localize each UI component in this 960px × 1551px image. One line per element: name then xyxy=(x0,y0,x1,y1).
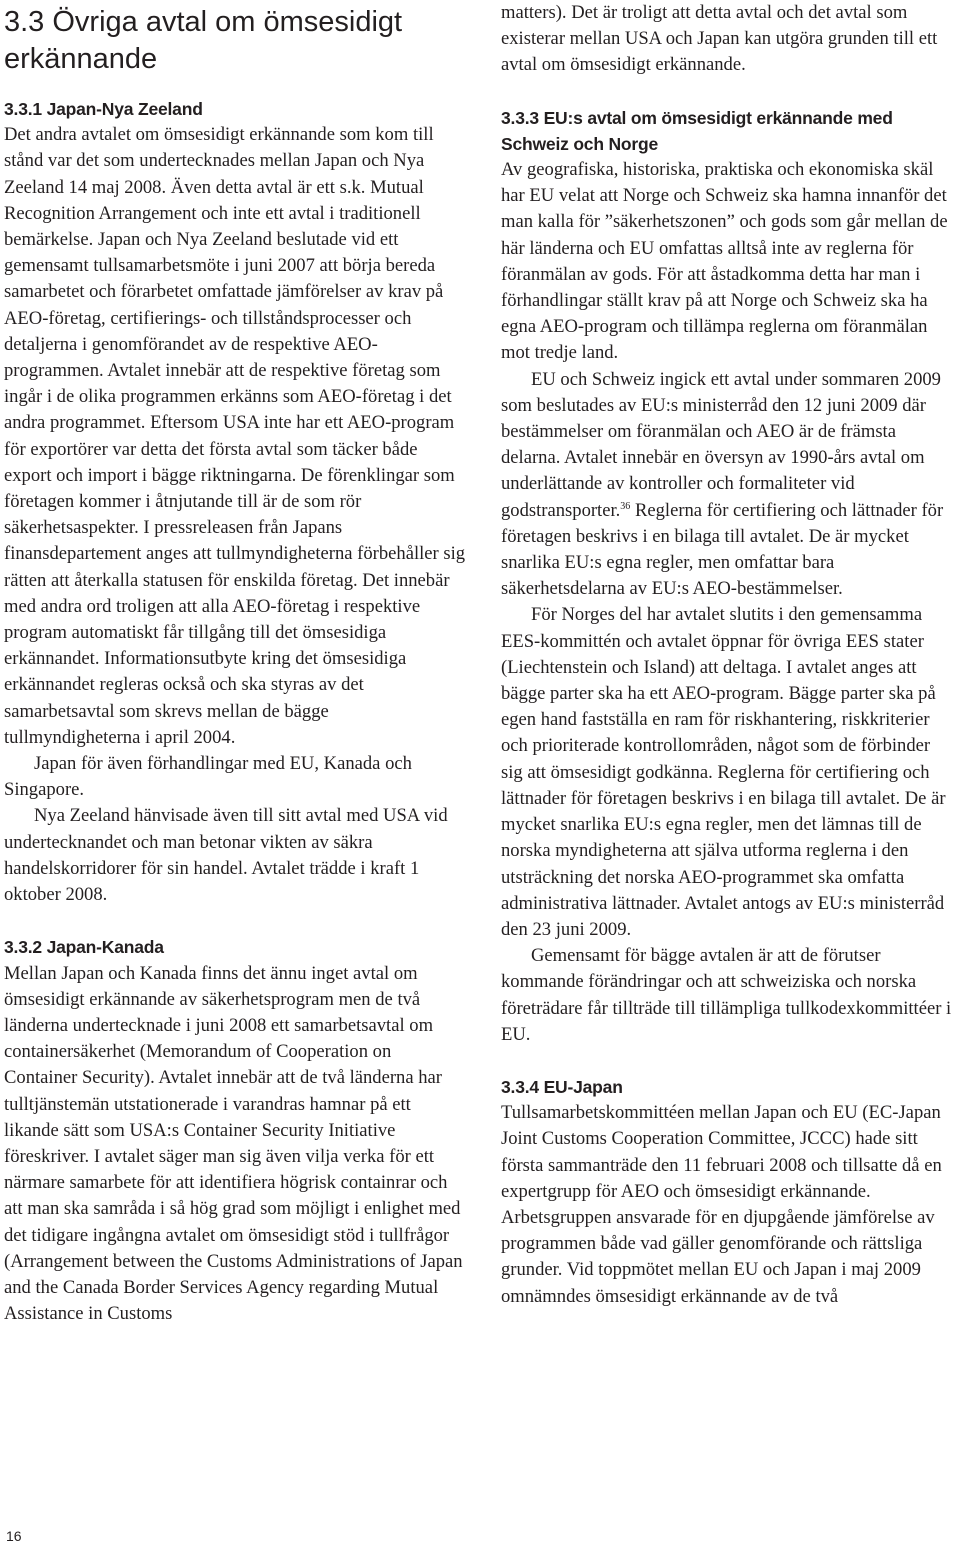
left-column xyxy=(4,0,466,1327)
paragraph: Nya Zeeland hänvisade även till sitt avtal med USA vid undertecknandet och man betonar vikten av säkra handelskorridorer för sin handel. Avtalet trädde i kraft 1 oktober 2008. xyxy=(4,805,448,906)
paragraph: Det andra avtalet om ömsesidigt erkännande som kom till stånd var det som undertecknades mellan Japan och Nya Zeeland 14 maj 2008. Även detta avtal är ett s.k. Mutual Recognition Arrangement och inte ett avtal i traditionell bemärkelse. Japan och Nya Zeeland beslutade vid ett gemensamt tullsamarbetsmöte i juni 2007 att börja bereda samarbetet och förarbetet omfattade jämförelser av krav på AEO-företag, certifierings- och tillståndsprocesser och detaljerna i genomförandet av de respektive AEO-programmen. Avtalet innebär att de respektive företag som ingår i de olika programmen erkänns som AEO-företag i det andra programmet. Eftersom USA inte har ett AEO-program för exportörer var detta det första avtal som täcker både export och import i bägge riktningarna. De förenklingar som företagen kommer i åtnjutande till är de som rör säkerhetsaspekter. I pressreleasen från Japans finansdepartement anges att tullmyndigheterna förbehåller sig rätten att återkalla statusen för enskilda företag. Det innebär med andra ord troligen att alla AEO-företag i respektive program automatiskt får tillgång till det ömsesidiga erkännandet. Informationsutbyte kring det ömsesidiga erkännandet regleras också och ska styras av det samarbetsavtal som skrevs mellan de bägge tullmyndigheterna i april 2004. xyxy=(4,124,466,748)
right-column xyxy=(501,0,956,1310)
footnote-reference: 36 xyxy=(620,500,631,512)
subsection-heading-japan-nz: 3.3.1 Japan-Nya Zeeland xyxy=(4,99,203,119)
paragraph: Tullsamarbetskommittéen mellan Japan och EU (EC-Japan Joint Customs Cooperation Committee, JCCC) hade sitt första sammanträde den 11 februari 2008 och tillsatte då en expertgrupp för AEO och ömsesidigt erkännande. Arbetsgruppen ansvarade för en djupgående jämförelse av programmen både vad gäller genomförande och rättsliga grunder. Vid toppmötet mellan EU och Japan i maj 2009 omnämndes ömsesidigt erkännande av de två xyxy=(501,1102,942,1307)
paragraph: matters). Det är troligt att detta avtal och det avtal som existerar mellan USA och Japan kan utgöra grunden till ett avtal om ömsesidigt erkännande. xyxy=(501,2,938,76)
paragraph-text: Reglerna för certifiering och lättnader för företagen beskrivs i en bilaga till avtalet. De är mycket snarlika EU:s egna regler, men omfattar bara säkerhetsdelarna av EU:s AEO-bestämmelser. xyxy=(501,499,944,600)
paragraph: Av geografiska, historiska, praktiska och ekonomiska skäl har EU velat att Norge och Schweiz ska hamna innanför det man kalla för ”säkerhetszonen” och gods som går mellan de här länderna och EU omfattas alltså inte av reglerna för föranmälan av gods. För att åstadkomma detta har man i förhandlingar ställt krav på att Norge och Schweiz ska ha egna AEO-program och tillämpa reglerna om föranmälan mot tredje land. xyxy=(501,159,948,364)
page-number: 16 xyxy=(6,1528,22,1544)
paragraph-text: EU och Schweiz ingick ett avtal under sommaren 2009 som beslutades av EU:s ministerråd den 12 juni 2009 där bestämmelser om föranmälan och AEO är de främsta delarna. Avtalet innebär en översyn av 1990-års avtal om underlättande av kontroller och formaliteter vid godstransporter. xyxy=(501,368,941,521)
section-title: 3.3 Övriga avtal om ömsesidigt erkännande xyxy=(4,6,403,75)
paragraph xyxy=(501,367,956,603)
subsection-heading-eu-japan: 3.3.4 EU-Japan xyxy=(501,1076,623,1097)
subsection-heading-japan-kanada: 3.3.2 Japan-Kanada xyxy=(4,937,164,958)
paragraph: För Norges del har avtalet slutits i den gemensamma EES-kommittén och avtalet öppnar för övriga EES stater (Liechtenstein och Island) att deltaga. I avtalet anges att bägge parter ska ha ett AEO-program. Bägge parter ska på egen hand fastställa en ram för riskhantering, riskkriterier och prioriterade kontrollområden, något som de förbinder sig att ömsesidigt godkänna. Reglerna för certifiering och lättnader för företagen beskrivs i en bilaga till avtalet. De är mycket snarlika EU:s egna regler, men det lämnas till de norska myndigheterna att själva utforma reglerna i den utsträckning det norska AEO-programmet ska omfatta administrativa lättnader. Avtalet antogs av EU:s ministerråd den 23 juni 2009. xyxy=(501,604,946,940)
paragraph: Japan för även förhandlingar med EU, Kanada och Singapore. xyxy=(4,753,412,801)
paragraph: Mellan Japan och Kanada finns det ännu inget avtal om ömsesidigt erkännande av säkerhetsprogram men de två länderna undertecknade i juni 2008 ett samarbetsavtal om containersäkerhet (Memorandum of Cooperation on Container Security). Avtalet innebär att de två länderna har tulltjänstemän utstationerade i varandras hamnar på ett likande sätt som USA:s Container Security Initiative föreskriver. I avtalet säger man sig även vilja verka för ett närmare samarbete för att identifiera högrisk containrar och att man ska samråda i så hög grad som möjligt i enlighet med det tidigare ingångna avtalet om ömsesidigt stöd i tullfrågor (Arrangement between the Customs Administrations of Japan and the Canada Border Services Agency regarding Mutual Assistance in Customs xyxy=(4,962,463,1325)
paragraph: Gemensamt för bägge avtalen är att de förutser kommande förändringar och att schweiziska och norska företrädare får tillträde till tillämpliga tullkodexkommittéer i EU. xyxy=(501,945,952,1045)
subsection-heading-eu-schweiz-norge: 3.3.3 EU:s avtal om ömsesidigt erkännande med Schweiz och Norge xyxy=(501,107,893,154)
